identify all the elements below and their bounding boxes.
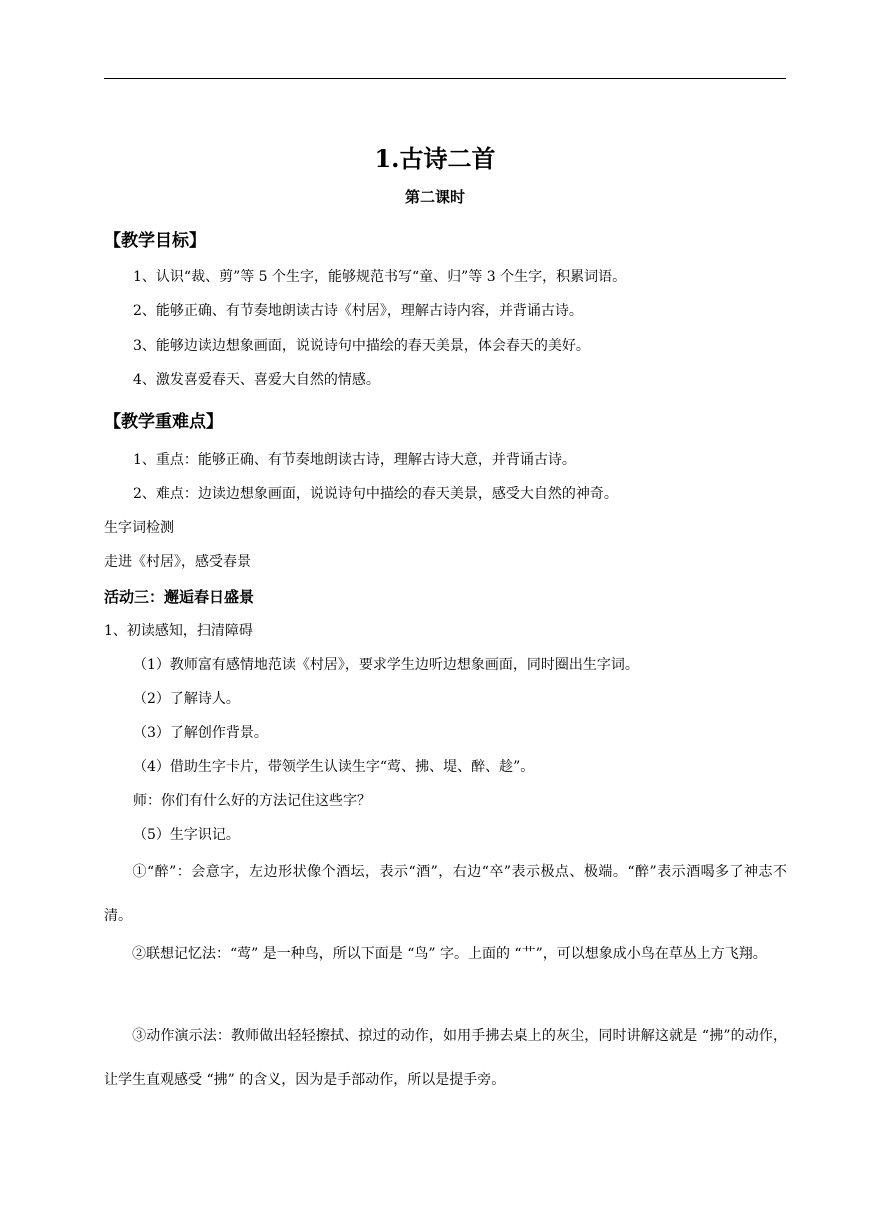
goal-item: 4、激发喜爱春天、喜爱大自然的情感。	[133, 372, 380, 388]
paragraph	[104, 1014, 787, 1102]
keypoints-heading: 【教学重难点】	[104, 412, 223, 432]
paragraph-text: ②联想记忆法：“莺” 是一种鸟，所以下面是 “鸟” 字。上面的 “艹”，可以想象成小鸟在草丛上方飞翔。	[132, 946, 767, 962]
keypoint-item: 1、重点：能够正确、有节奏地朗读古诗，理解古诗大意，并背诵古诗。	[133, 452, 576, 468]
section-line: 生字词检测	[104, 520, 174, 536]
list-item: （1）教师富有感情地范读《村居》，要求学生边听边想象画面，同时圈出生字词。	[133, 657, 639, 673]
goal-item: 1、认识“裁、剪”等 5 个生字，能够规范书写“童、归”等 3 个生字，积累词语。	[133, 269, 627, 285]
list-item: （5）生字识记。	[133, 827, 240, 843]
step-heading: 1、初读感知，扫清障碍	[104, 623, 253, 639]
paragraph	[104, 932, 787, 976]
paragraph	[104, 850, 787, 938]
list-item: （2）了解诗人。	[133, 691, 240, 707]
list-item: （4）借助生字卡片，带领学生认读生字“莺、拂、堤、醉、趁”。	[133, 759, 535, 775]
page-title: 1.古诗二首	[374, 144, 496, 173]
goal-item: 3、能够边读边想象画面，说说诗句中描绘的春天美景，体会春天的美好。	[133, 338, 590, 354]
activity-heading: 活动三：邂逅春日盛景	[104, 588, 255, 606]
section-line: 走进《村居》，感受春景	[104, 554, 251, 570]
goals-heading: 【教学目标】	[104, 231, 206, 251]
page-subtitle: 第二课时	[404, 188, 465, 206]
list-item: （3）了解创作背景。	[133, 725, 268, 741]
goal-item: 2、能够正确、有节奏地朗读古诗《村居》，理解古诗内容，并背诵古诗。	[133, 303, 583, 319]
paragraph-text: ③动作演示法：教师做出轻轻擦拭、掠过的动作，如用手拂去桌上的灰尘，同时讲解这就是 “拂”的动作，让学生直观感受 “拂” 的含义，因为是手部动作，所以是提手旁。	[104, 1028, 787, 1088]
keypoint-item: 2、难点：边读边想象画面，说说诗句中描绘的春天美景，感受大自然的神奇。	[133, 486, 618, 502]
header-rule	[104, 78, 786, 79]
paragraph-text: ①“醉”：会意字，左边形状像个酒坛，表示“酒”，右边“卒”表示极点、极端。“醉”表示酒喝多了神志不清。	[104, 864, 787, 924]
list-item: 师：你们有什么好的方法记住这些字？	[133, 793, 371, 809]
